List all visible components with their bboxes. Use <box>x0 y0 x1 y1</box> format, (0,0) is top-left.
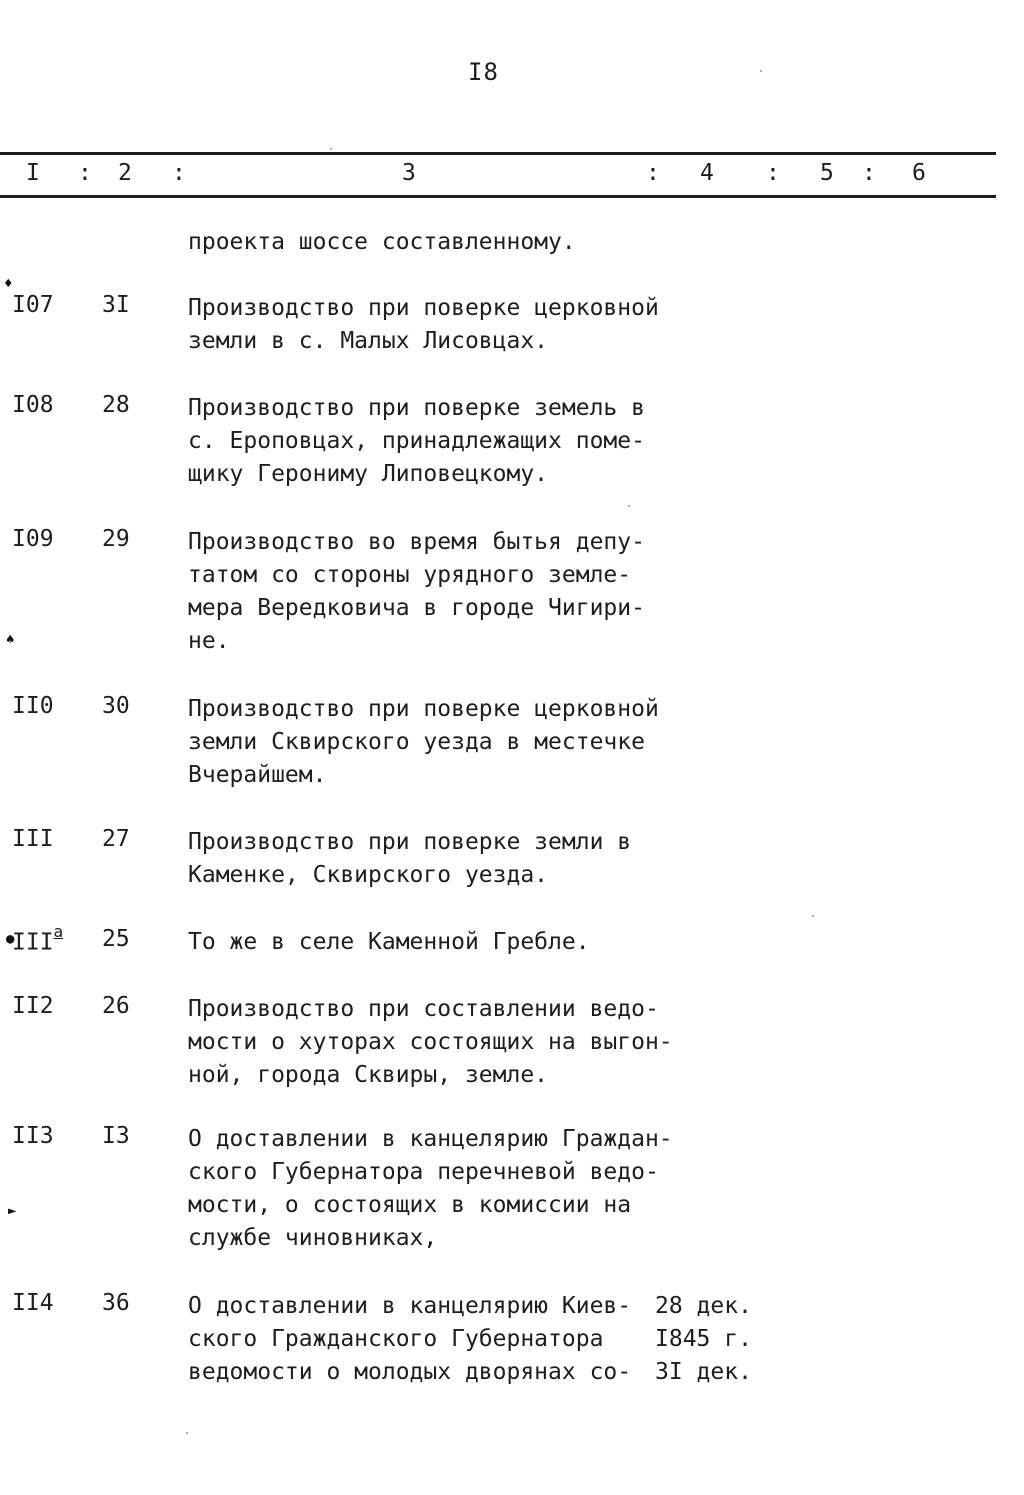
description-line: не. <box>188 628 230 654</box>
entry-number <box>12 922 64 956</box>
scan-speck <box>186 1432 188 1434</box>
entry-sheet-count: 36 <box>102 1290 130 1316</box>
entry-number: II2 <box>12 993 54 1019</box>
entry-number: I07 <box>12 292 54 318</box>
header-separator: : <box>862 160 876 186</box>
header-separator: : <box>766 160 780 186</box>
description-line: Производство при поверке земли в <box>188 829 632 855</box>
entry-number: II0 <box>12 693 54 719</box>
date-line: 28 дек. <box>655 1293 752 1319</box>
header-separator: : <box>78 160 92 186</box>
page-number: I8 <box>468 58 499 86</box>
description-line: ского Губернатора перечневой ведо- <box>188 1159 659 1185</box>
entry-number-suffix: а <box>53 922 64 941</box>
description-line: мости о хуторах состоящих на выгон- <box>188 1029 673 1055</box>
entry-number-main: III <box>12 929 54 956</box>
header-col-1: I <box>26 160 40 186</box>
description-line: щику Герониму Липовецкому. <box>188 461 549 487</box>
description-line: службе чиновниках, <box>188 1225 438 1251</box>
entry-description <box>188 826 668 892</box>
description-line: Производство при составлении ведо- <box>188 996 659 1022</box>
scan-speck <box>760 70 762 72</box>
scan-mark-icon: ♠ <box>6 632 15 648</box>
scan-mark-icon: ● <box>6 931 15 947</box>
entry-sheet-count: 25 <box>102 926 130 952</box>
entry-number: I09 <box>12 526 54 552</box>
description-line: Производство при поверке церковной <box>188 295 659 321</box>
scan-speck <box>330 148 332 150</box>
date-line: I845 г. <box>655 1326 752 1352</box>
entry-sheet-count: 27 <box>102 826 130 852</box>
description-line: с. Ероповцах, принадлежащих поме- <box>188 428 645 454</box>
date-line: 3I дек. <box>655 1359 752 1385</box>
continuation-text: проекта шоссе составленному. <box>188 229 576 255</box>
header-col-5: 5 <box>820 160 834 186</box>
entry-number: II3 <box>12 1123 54 1149</box>
description-line: Производство при поверке церковной <box>188 696 659 722</box>
description-line: ной, города Сквиры, земле. <box>188 1062 549 1088</box>
description-line: земли Сквирского уезда в местечке <box>188 729 645 755</box>
header-separator: : <box>172 160 186 186</box>
entry-description <box>188 392 668 491</box>
scan-speck <box>628 505 630 507</box>
entry-sheet-count: 29 <box>102 526 130 552</box>
description-line: Производство во время бытья депу- <box>188 529 645 555</box>
description-line: мости, о состоящих в комиссии на <box>188 1192 632 1218</box>
description-line: О доставлении в канцелярию Граждан- <box>188 1126 673 1152</box>
entry-sheet-count: 26 <box>102 993 130 1019</box>
entry-number: II4 <box>12 1290 54 1316</box>
entry-description <box>188 693 668 792</box>
header-col-6: 6 <box>912 160 926 186</box>
description-line: Каменке, Сквирского уезда. <box>188 862 549 888</box>
entry-number: III <box>12 826 54 852</box>
scan-mark-icon: ► <box>8 1203 17 1219</box>
entry-dates <box>655 1290 752 1389</box>
description-line: О доставлении в канцелярию Киев- <box>188 1293 632 1319</box>
description-line: Вчерайшем. <box>188 762 327 788</box>
entry-sheet-count: 3I <box>102 292 130 318</box>
entry-description <box>188 1123 673 1255</box>
description-line: татом со стороны урядного земле- <box>188 562 632 588</box>
description-line: ского Гражданского Губернатора <box>188 1326 604 1352</box>
description-line: Производство при поверке земель в <box>188 395 645 421</box>
header-col-3: 3 <box>402 160 416 186</box>
entry-description <box>188 526 668 658</box>
header-col-2: 2 <box>118 160 132 186</box>
entry-description <box>188 1290 668 1389</box>
entry-sheet-count: I3 <box>102 1123 130 1149</box>
header-separator: : <box>646 160 660 186</box>
table-header-bottom-rule <box>0 195 996 198</box>
description-line: ведомости о молодых дворянах со- <box>188 1359 632 1385</box>
description-line: То же в селе Каменной Гребле. <box>188 929 590 955</box>
entry-number: I08 <box>12 392 54 418</box>
scan-mark-icon: ♦ <box>4 276 13 292</box>
header-col-4: 4 <box>700 160 714 186</box>
entry-sheet-count: 30 <box>102 693 130 719</box>
entry-description <box>188 292 668 358</box>
scan-speck <box>812 915 814 917</box>
entry-description <box>188 993 673 1092</box>
table-top-rule <box>0 152 996 155</box>
description-line: мера Вередковича в городе Чигири- <box>188 595 645 621</box>
entry-sheet-count: 28 <box>102 392 130 418</box>
description-line: земли в с. Малых Лисовцах. <box>188 328 549 354</box>
entry-description <box>188 926 668 959</box>
